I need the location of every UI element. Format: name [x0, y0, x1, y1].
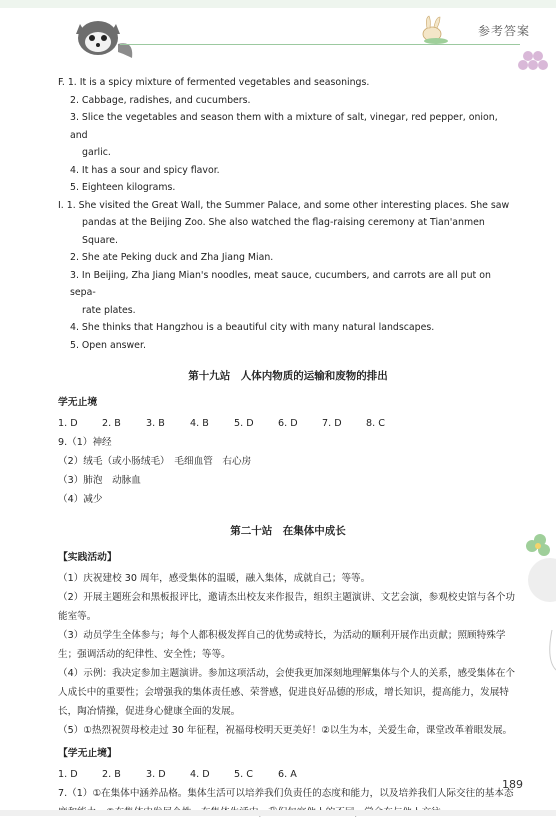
f-line-2: 2. Cabbage, radishes, and cucumbers. — [70, 94, 251, 106]
i-line-3: 3. In Beijing, Zha Jiang Mian's noodles, meat sauce, cucumbers, and carrots are all put on sepa- — [70, 269, 491, 298]
i-line-1-cont: pandas at the Beijing Zoo. She also watched the flag-raising ceremony at Tian'anmen Square. — [82, 217, 485, 246]
q7-text: 7.（1）①在集体中涵养品格。集体生活可以培养我们负责任的态度和能力，以及培养我们人际交往的基本态 — [58, 788, 514, 799]
choice: 6. D — [278, 418, 298, 429]
choice: 4. D — [190, 769, 210, 780]
choice: 1. D — [58, 418, 78, 429]
section-f — [58, 74, 518, 197]
answer-content — [58, 74, 518, 822]
header-rule — [120, 44, 520, 45]
header-decoration — [0, 0, 556, 70]
i-line-2: 2. She ate Peking duck and Zha Jiang Mian. — [70, 252, 274, 263]
choice: 7. D — [322, 418, 342, 429]
practice-item: （1）庆祝建校 30 周年，感受集体的温暖，融入集体，成就自己；等等。 — [58, 573, 371, 584]
station19-q9-3: （3）肺泡 动脉血 — [58, 475, 141, 486]
choice: 5. D — [234, 418, 254, 429]
choice: 1. D — [58, 769, 78, 780]
choice: 3. D — [146, 769, 166, 780]
i-line-4: 4. She thinks that Hangzhou is a beautiful city with many natural landscapes. — [70, 322, 435, 333]
header-title: 参考答案 — [477, 24, 530, 38]
practice-label: 【实践活动】 — [58, 552, 117, 563]
choice: 2. B — [102, 769, 121, 780]
i-line-3-cont: rate plates. — [82, 304, 136, 316]
station19-q9-1: 9.（1）神经 — [58, 437, 112, 448]
grape-icon — [518, 51, 548, 70]
practice-item: （3）动员学生全体参与；每个人都积极发挥自己的优势或特长，为活动的顺利开展作出贡献；照顾特殊学生；强调活动的纪律性、安全性；等等。 — [58, 630, 506, 660]
station19-title: 第十九站 人体内物质的运输和废物的排出 — [188, 370, 388, 382]
f-line-1: F. 1. It is a spicy mixture of fermented vegetables and seasonings. — [58, 77, 370, 88]
station19-q9-2: （2）绒毛（或小肠绒毛） 毛细血管 右心房 — [58, 456, 252, 467]
station20-choices — [58, 765, 518, 784]
bottom-rule — [0, 810, 556, 816]
raccoon-icon — [76, 21, 132, 58]
station19-label: 学无止境 — [58, 397, 98, 408]
station20-body — [58, 548, 518, 822]
station19-body — [58, 393, 518, 509]
page-number: 189 — [502, 778, 523, 791]
rabbit-icon — [423, 16, 448, 44]
section-i — [58, 197, 518, 355]
i-line-1: I. 1. She visited the Great Wall, the Summer Palace, and some other interesting places. She saw — [58, 199, 510, 211]
station20-title: 第二十站 在集体中成长 — [230, 525, 346, 537]
f-line-3: 3. Slice the vegetables and season them with a mixture of salt, vinegar, red pepper, onion, and — [70, 112, 498, 141]
choice: 2. B — [102, 418, 121, 429]
station19-choices — [58, 414, 518, 433]
i-line-5: 5. Open answer. — [70, 339, 146, 351]
choice: 6. A — [278, 769, 297, 780]
choice: 3. B — [146, 418, 165, 429]
f-line-5: 5. Eighteen kilograms. — [70, 182, 176, 193]
study-label: 【学无止境】 — [58, 748, 117, 759]
f-line-4: 4. It has a sour and spicy flavor. — [70, 164, 220, 176]
practice-item: （5）①热烈祝贺母校走过 30 年征程，祝福母校明天更美好！②以生为本，关爱生命，课堂改革着眼发展。 — [58, 725, 513, 736]
station19-q9-4: （4）减少 — [58, 494, 103, 505]
practice-item: （2）开展主题班会和黑板报评比，邀请杰出校友来作报告，组织主题演讲、文艺会演，参观校史馆与各个功能室等。 — [58, 592, 516, 622]
choice: 4. B — [190, 418, 209, 429]
choice: 5. C — [234, 769, 253, 780]
practice-item: （4）示例：我决定参加主题演讲。参加这项活动，会使我更加深刻地理解集体与个人的关系，感受集体在个人成长中的重要性；会增强我的集体责任感、荣誉感，促进良好品德的形成，增长知识，提高能力，发展特长，陶冶情操，促进身心健康全面的发展。 — [58, 668, 516, 717]
f-line-3-cont: garlic. — [82, 147, 111, 158]
choice: 8. C — [366, 418, 385, 429]
